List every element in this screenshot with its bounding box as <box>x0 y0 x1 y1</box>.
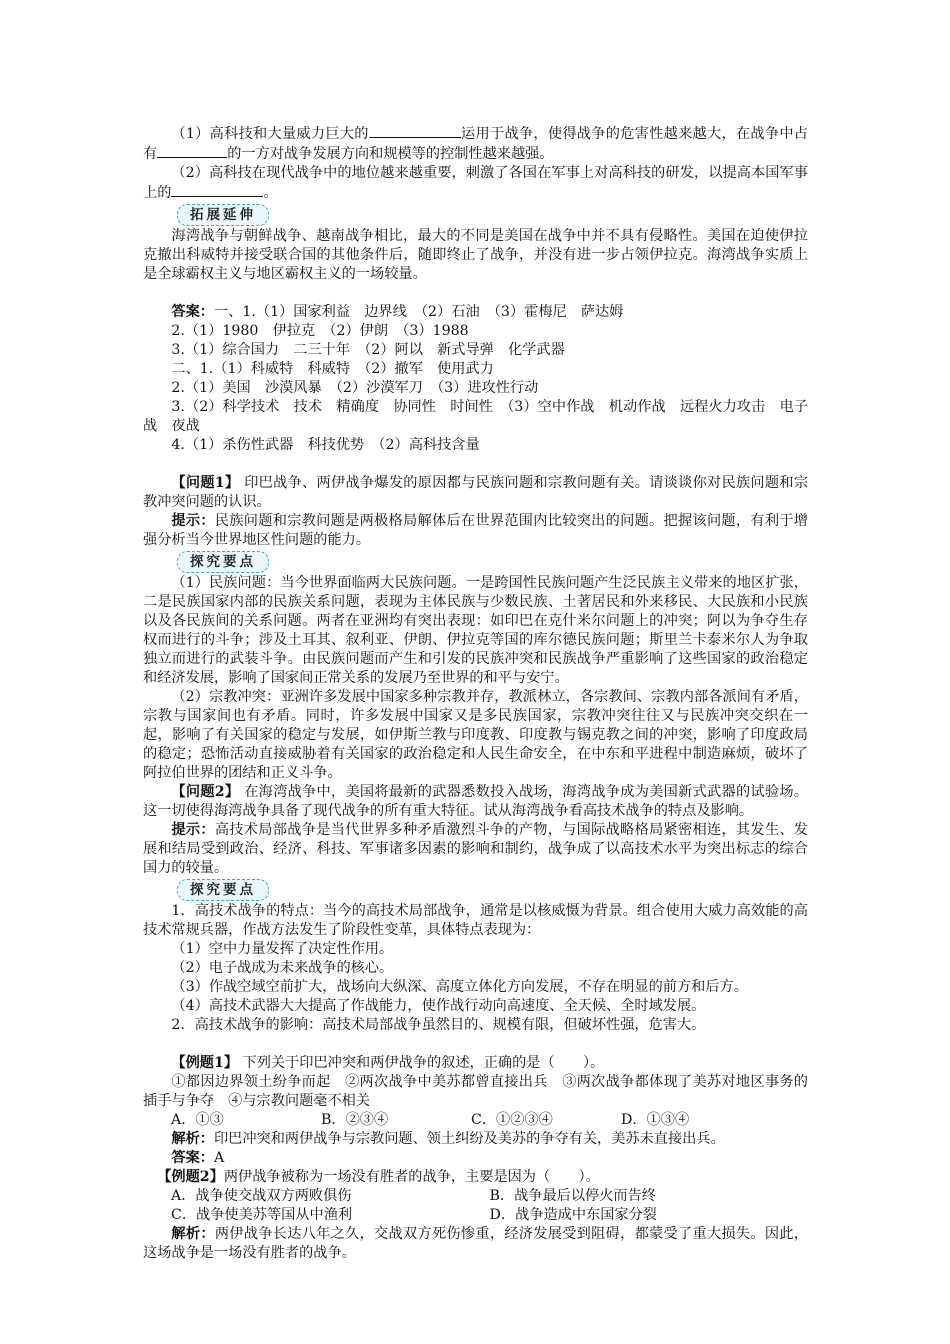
explore2-item-1: （1）空中力量发挥了决定性作用。 <box>171 941 394 957</box>
explore2-para2: 2．高技术战争的影响：高技术局部战争虽然目的、规模有限，但破坏性强，危害大。 <box>171 1017 706 1033</box>
option-d: D．①③④ <box>621 1112 690 1128</box>
section1-para1 <box>143 124 808 164</box>
answers-label: 答案： <box>171 304 214 320</box>
option-a: A．①③ <box>171 1112 224 1128</box>
example-2 <box>143 1168 808 1187</box>
hint-text: 民族问题和宗教问题是两极格局解体后在世界范围内比较突出的问题。把握该问题，有利于增强分析当今世界地区性问题的能力。 <box>143 513 808 548</box>
explore1-para1: （1）民族问题：当今世界面临两大民族问题。一是跨国性民族问题产生泛民族主义带来的地区扩张，二是民族国家内部的民族关系问题，表现为主体民族与少数民族、土著居民和外来移民、大民族和小民族以及各民族间的关系问题。两者在亚洲均有突出表现：如印巴在克什米尔问题上的冲突；阿以为争夺生存权而进行的斗争；涉及土耳其、叙利亚、伊朗、伊拉克等国的库尔德民族问题；斯里兰卡泰米尔人为争取独立而进行的武装斗争。由民族问题而产生和引发的民族冲突和民族战争严重影响了这些国家的政治稳定和经济发展，影响了国家间正常关系的发展乃至世界的和平与安宁。 <box>143 575 808 686</box>
example-2-options-row-2 <box>143 1206 808 1225</box>
answer-text: 一、1.（1）国家利益 边界线 （2）石油 （3）霍梅尼 萨达姆 <box>213 304 624 320</box>
answers-line-5: 2.（1）美国 沙漠风暴 （2）沙漠军刀 （3）进攻性行动 <box>171 380 539 396</box>
example-1-label: 【例题1】 <box>171 1055 239 1071</box>
answers-line-4: 二、1.（1）科威特 科威特 （2）撤军 使用武力 <box>171 361 494 377</box>
question-2 <box>143 783 808 821</box>
question-2-hint <box>143 821 808 878</box>
document-page <box>143 124 808 1263</box>
text-segment: 。 <box>263 185 278 201</box>
hint-text: 高技术局部战争是当代世界多种矛盾激烈斗争的产物，与国际战略格局紧密相连，其发生、发展和结局受到政治、经济、科技、军事诸多因素的影响和制约，战争成了以高技术水平为突出标志的综合国力的较量。 <box>143 822 808 876</box>
example-1-options <box>143 1111 808 1130</box>
question-1-hint <box>143 512 808 550</box>
hint-label: 提示： <box>171 822 215 838</box>
example-1-answer <box>143 1149 808 1168</box>
question-1-text: 印巴战争、两伊战争爆发的原因都与民族问题和宗教问题有关。请谈谈你对民族问题和宗教冲突问题的认识。 <box>143 475 809 510</box>
text-segment: 运用于战争，使得战争的危害性越来越大，在战争中占有 <box>143 126 808 162</box>
question-2-label: 【问题2】 <box>171 784 240 800</box>
explore2-item-3: （3）作战空域空前扩大，战场向大纵深、高度立体化方向发展，不存在明显的前方和后方。 <box>171 979 748 995</box>
text-segment: （1）高科技和大量威力巨大的 <box>171 126 369 142</box>
extend-badge: 拓展延伸 <box>177 204 269 226</box>
fill-blank <box>171 183 263 197</box>
explore-badge-1: 探究要点 <box>177 551 269 573</box>
section1-para2 <box>143 164 808 203</box>
answers-line-6: 3.（2）科学技术 技术 精确度 协同性 时间性 （3）空中作战 机动作战 远程火力攻击 电子战 夜战 <box>143 399 808 434</box>
explore2-item-2: （2）电子战成为未来战争的核心。 <box>171 960 394 976</box>
question-2-text: 在海湾战争中，美国将最新的武器悉数投入战场，海湾战争成为美国新式武器的试验场。这一切使得海湾战争具备了现代战争的所有重大特征。试从海湾战争看高技术战争的特点及影响。 <box>143 784 809 819</box>
example-2-label: 【例题2】 <box>157 1169 224 1185</box>
explore-badge-2: 探究要点 <box>177 879 269 901</box>
question-1 <box>143 474 808 512</box>
analysis-text: 两伊战争长达八年之久，交战双方死伤惨重，经济发展受到阻碍，都蒙受了重大损失。因此，这场战争是一场没有胜者的战争。 <box>143 1226 808 1261</box>
answers-line-3: 3.（1）综合国力 二三十年 （2）阿以 新式导弹 化学武器 <box>171 342 565 358</box>
analysis-label: 解析： <box>171 1131 214 1147</box>
explore1-para2: （2）宗教冲突：亚洲许多发展中国家多种宗教并存，教派林立，各宗教间、宗教内部各派间有矛盾，宗教与国家间也有矛盾。同时，许多发展中国家又是多民族国家，宗教冲突往往又与民族冲突交织在一起，影响了有关国家的稳定与发展，如伊斯兰教与印度教、印度教与锡克教之间的冲突，影响了印度政局的稳定；恐怖活动直接威胁着有关国家的政治稳定和人民生命安全，在中东和平进程中制造麻烦，破坏了阿拉伯世界的团结和正义斗争。 <box>143 689 808 781</box>
extend-paragraph: 海湾战争与朝鲜战争、越南战争相比，最大的不同是美国在战争中并不具有侵略性。美国在迫使伊拉克撤出科威特并接受联合国的其他条件后，随即终止了战争，并没有进一步占领伊拉克。海湾战争实质上是全球霸权主义与地区霸权主义的一场较量。 <box>143 228 808 282</box>
explore2-item-4: （4）高技术武器大大提高了作战能力，使作战行动向高速度、全天候、全时域发展。 <box>171 998 706 1014</box>
example-1-analysis <box>143 1130 808 1149</box>
text-segment: 的一方对战争发展方向和规模等的控制性越来越强。 <box>227 146 554 162</box>
answers-line-1 <box>143 303 808 322</box>
example-1 <box>143 1054 808 1073</box>
option-b: B．②③④ <box>321 1112 389 1128</box>
explore2-para1: 1．高技术战争的特点：当今的高技术局部战争，通常是以核威慑为背景。组合使用大威力高效能的高技术常规兵器，作战方法发生了阶段性变革，具体特点表现为： <box>143 903 808 938</box>
option-a: A．战争使交战双方两败俱伤 <box>171 1188 352 1204</box>
hint-label: 提示： <box>171 513 215 529</box>
option-b: B．战争最后以停火而告终 <box>489 1188 656 1204</box>
example-1-statements: ①都因边界领土纷争而起 ②两次战争中美苏都曾直接出兵 ③两次战争都体现了美苏对地区事务的插手与争夺 ④与宗教问题毫不相关 <box>143 1074 808 1109</box>
fill-blank <box>157 144 227 158</box>
answer-value: A <box>213 1150 225 1166</box>
fill-blank <box>369 124 461 138</box>
example-2-options-row-1 <box>143 1187 808 1206</box>
option-d: D．战争造成中东国家分裂 <box>489 1207 657 1223</box>
example-1-text: 下列关于印巴冲突和两伊战争的叙述，正确的是（ ）。 <box>242 1055 605 1071</box>
example-2-analysis <box>143 1225 808 1263</box>
analysis-text: 印巴冲突和两伊战争与宗教问题、领土纠纷及美苏的争夺有关，美苏未直接出兵。 <box>213 1131 725 1147</box>
text-segment: （2）高科技在现代战争中的地位越来越重要，刺激了各国在军事上对高科技的研发，以提高本国军事上的 <box>143 165 808 201</box>
analysis-label: 解析： <box>171 1226 215 1242</box>
question-1-label: 【问题1】 <box>171 475 240 491</box>
example-2-text: 两伊战争被称为一场没有胜者的战争，主要是因为（ ）。 <box>223 1169 600 1185</box>
option-c: C．①②③④ <box>471 1112 553 1128</box>
option-c: C．战争使美苏等国从中渔利 <box>171 1207 353 1223</box>
answers-line-7: 4.（1）杀伤性武器 科技优势 （2）高科技含量 <box>171 437 480 453</box>
answer-label: 答案： <box>171 1150 214 1166</box>
answers-line-2: 2.（1）1980 伊拉克 （2）伊朗 （3）1988 <box>171 323 469 339</box>
